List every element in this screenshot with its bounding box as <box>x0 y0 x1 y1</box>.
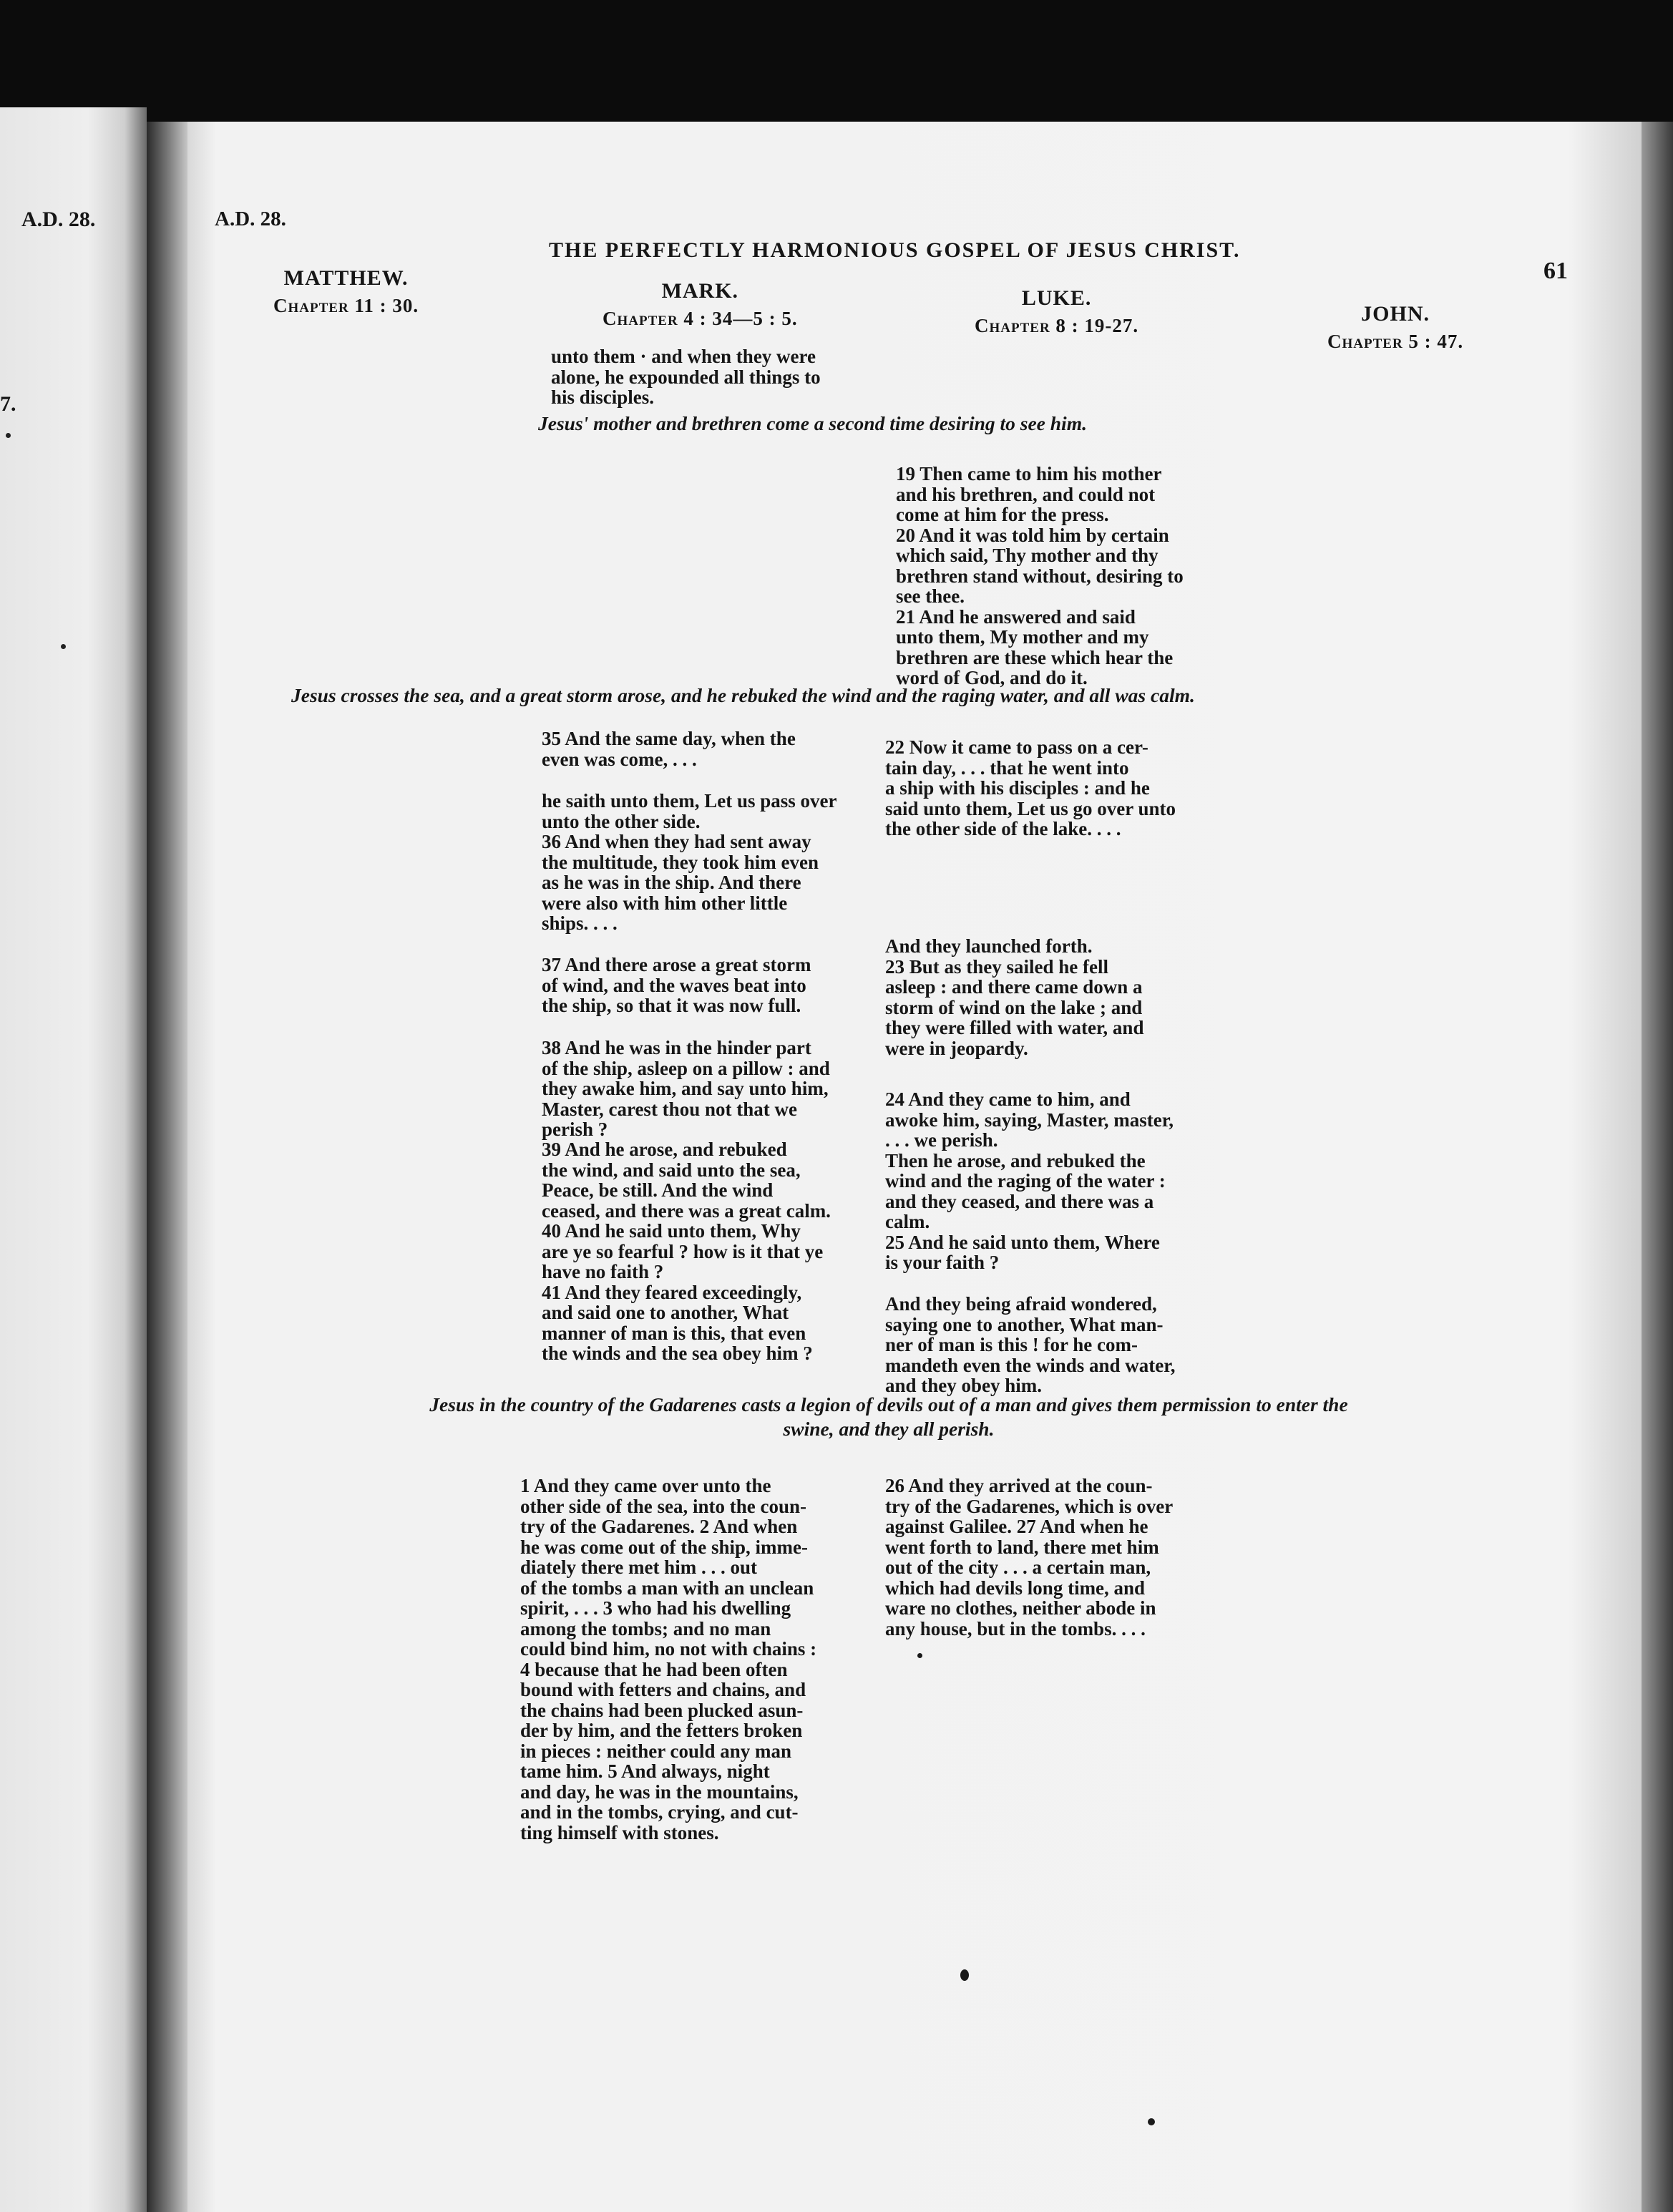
text-line: as he was in the ship. And there <box>542 872 801 893</box>
text-line: ware no clothes, neither abode in <box>885 1597 1156 1619</box>
text-line: they were filled with water, and <box>885 1017 1144 1038</box>
text-line: tame him. 5 And always, night <box>520 1760 770 1782</box>
luke-text-block <box>885 1476 1209 1639</box>
text-line: wind and the raging of the water : <box>885 1170 1166 1192</box>
section-caption: Jesus' mother and brethren come a second time desiring to see him. <box>538 412 1087 434</box>
text-line: ceased, and there was a great calm. <box>542 1199 831 1222</box>
text-line: Peace, be still. And the wind <box>542 1179 774 1201</box>
luke-text-block <box>896 464 1226 688</box>
text-line: see thee. <box>896 585 965 607</box>
text-line: tain day, . . . that he went into <box>885 756 1129 779</box>
text-line: storm of wind on the lake ; and <box>885 996 1143 1018</box>
text-line: 26 And they arrived at the coun- <box>885 1475 1153 1496</box>
gospel-header-mark <box>603 278 798 332</box>
mark-text-block <box>520 1476 862 1843</box>
text-line: were also with him other little <box>542 892 788 914</box>
text-line: said unto them, Let us go over unto <box>885 797 1176 819</box>
text-line: were in jeopardy. <box>885 1037 1028 1059</box>
gospel-header-luke <box>975 285 1138 339</box>
text-line: he saith unto them, Let us pass over <box>542 790 837 812</box>
text-line: he was come out of the ship, imme- <box>520 1536 808 1558</box>
section-caption: Jesus crosses the sea, and a great storm arose, and he rebuked the wind and the raging water, and all was calm. <box>291 684 1195 706</box>
ink-speck <box>1148 2118 1155 2125</box>
text-line: out of the city . . . a certain man, <box>885 1556 1151 1578</box>
text-line: 1 And they came over unto the <box>520 1475 771 1496</box>
text-line: Master, carest thou not that we <box>542 1098 797 1120</box>
text-line: in pieces : neither could any man <box>520 1740 792 1762</box>
text-line: 38 And he was in the hinder part <box>542 1037 811 1058</box>
gospel-chapter: Chapter 4 : 34—5 : 5. <box>603 308 798 329</box>
mark-text-block <box>542 1038 878 1140</box>
document-page <box>187 122 1642 2212</box>
text-line: 19 Then came to him his mother <box>896 463 1162 484</box>
text-line: and said one to another, What <box>542 1302 789 1323</box>
text-line: is your faith ? <box>885 1252 1000 1273</box>
caption-line: swine, and they all perish. <box>783 1418 995 1440</box>
text-line: manner of man is this, that even <box>542 1322 806 1344</box>
text-line: the wind, and said unto the sea, <box>542 1159 801 1181</box>
text-line: come at him for the press. <box>896 504 1109 525</box>
luke-text-block <box>885 737 1223 839</box>
text-line: 37 And there arose a great storm <box>542 954 811 975</box>
text-line: and day, he was in the mountains, <box>520 1780 799 1803</box>
text-line: mandeth even the winds and water, <box>885 1354 1176 1376</box>
text-line: have no faith ? <box>542 1261 664 1282</box>
text-line: any house, but in the tombs. . . . <box>885 1617 1146 1639</box>
mark-text-block <box>542 791 878 934</box>
mark-text-block <box>542 955 878 1016</box>
text-line: word of God, and do it. <box>896 667 1088 688</box>
text-line: 24 And they came to him, and <box>885 1088 1131 1110</box>
text-line: ner of man is this ! for he com- <box>885 1334 1138 1355</box>
text-line: a ship with his disciples : and he <box>885 777 1150 799</box>
page-date: A.D. 28. <box>215 208 286 230</box>
text-line: which said, Thy mother and thy <box>896 545 1159 566</box>
text-line: awoke him, saying, Master, master, <box>885 1109 1174 1131</box>
text-line: ting himself with stones. <box>520 1821 719 1843</box>
text-line: and they obey him. <box>885 1375 1043 1396</box>
text-line: 39 And he arose, and rebuked <box>542 1139 787 1160</box>
text-line: 4 because that he had been often <box>520 1658 788 1680</box>
text-line: 25 And he said unto them, Where <box>885 1231 1160 1253</box>
text-line: and his brethren, and could not <box>896 483 1156 505</box>
luke-text-block <box>885 1294 1223 1396</box>
text-line: der by him, and the fetters broken <box>520 1720 803 1741</box>
text-line: diately there met him . . . out <box>520 1556 757 1578</box>
speck <box>61 644 66 649</box>
text-line: the multitude, they took him even <box>542 851 819 873</box>
text-line: could bind him, no not with chains : <box>520 1638 817 1660</box>
gospel-name: LUKE. <box>1021 286 1092 310</box>
text-line: 22 Now it came to pass on a cer- <box>885 736 1148 758</box>
text-line: 41 And they feared exceedingly, <box>542 1281 802 1303</box>
gospel-chapter: Chapter 8 : 19-27. <box>975 315 1139 336</box>
text-line: unto the other side. <box>542 810 701 832</box>
page-title: THE PERFECTLY HARMONIOUS GOSPEL OF JESUS CHRIST. <box>549 238 1241 262</box>
text-line: against Galilee. 27 And when he <box>885 1516 1148 1537</box>
text-line: try of the Gadarenes. 2 And when <box>520 1516 798 1537</box>
text-line: saying one to another, What man- <box>885 1313 1164 1335</box>
text-line: Then he arose, and rebuked the <box>885 1149 1146 1171</box>
page-right-edge <box>1642 122 1673 2212</box>
text-line: try of the Gadarenes, which is over <box>885 1495 1174 1517</box>
text-line: which had devils long time, and <box>885 1577 1146 1599</box>
text-line: among the tombs; and no man <box>520 1617 771 1639</box>
text-line: other side of the sea, into the coun- <box>520 1495 806 1517</box>
text-line: of wind, and the waves beat into <box>542 974 806 996</box>
text-line: 36 And when they had sent away <box>542 831 811 852</box>
binding-gutter <box>147 122 190 2212</box>
text-line: went forth to land, there met him <box>885 1536 1159 1558</box>
text-line: 21 And he answered and said <box>896 605 1136 628</box>
page-number: 61 <box>1543 258 1568 284</box>
text-line: spirit, . . . 3 who had his dwelling <box>520 1597 791 1619</box>
text-line: of the tombs a man with an unclean <box>520 1577 814 1599</box>
text-line: the ship, so that it was now full. <box>542 995 801 1016</box>
gospel-name: MARK. <box>661 279 739 303</box>
luke-text-block <box>885 1089 1223 1273</box>
gospel-header-john <box>1327 301 1463 355</box>
mark-text-block <box>542 729 878 769</box>
mark-text-block <box>542 1139 878 1364</box>
text-line: And they launched forth. <box>885 935 1093 957</box>
text-line: his disciples. <box>551 386 655 408</box>
ink-speck <box>960 1969 969 1981</box>
text-line: . . . we perish. <box>885 1129 998 1151</box>
text-line: 20 And it was told him by certain <box>896 524 1169 546</box>
gospel-name: JOHN. <box>1361 302 1430 326</box>
text-line: 23 But as they sailed he fell <box>885 955 1109 978</box>
text-line: they awake him, and say unto him, <box>542 1078 829 1099</box>
section-caption <box>266 1393 1511 1441</box>
gospel-chapter: Chapter 5 : 47. <box>1327 331 1464 352</box>
text-line: brethren stand without, desiring to <box>896 565 1184 587</box>
text-line: and in the tombs, crying, and cut- <box>520 1801 799 1823</box>
luke-text-block <box>885 936 1223 1058</box>
text-line: the winds and the sea obey him ? <box>542 1343 813 1364</box>
previous-page-fragment: 7. <box>0 392 16 416</box>
text-line: 35 And the same day, when the <box>542 728 796 749</box>
text-line: calm. <box>885 1211 930 1232</box>
text-line: alone, he expounded all things to <box>551 366 821 388</box>
text-line: of the ship, asleep on a pillow : and <box>542 1057 830 1079</box>
text-line: are ye so fearful ? how is it that ye <box>542 1240 824 1262</box>
gospel-header-matthew <box>273 265 419 319</box>
previous-page-edge <box>0 107 147 2212</box>
text-line: And they being afraid wondered, <box>885 1293 1157 1315</box>
ink-speck <box>917 1653 922 1658</box>
text-line: 40 And he said unto them, Why <box>542 1220 801 1242</box>
text-line: ships. . . . <box>542 912 618 934</box>
text-line: unto them, My mother and my <box>896 626 1149 648</box>
gospel-chapter: Chapter 11 : 30. <box>273 295 419 316</box>
text-line: and they ceased, and there was a <box>885 1190 1154 1212</box>
gospel-name: MATTHEW. <box>283 266 409 290</box>
text-line: unto them · and when they were <box>551 346 816 367</box>
text-line: the chains had been plucked asun- <box>520 1699 804 1721</box>
text-line: asleep : and there came down a <box>885 976 1143 998</box>
text-line: bound with fetters and chains, and <box>520 1679 806 1700</box>
caption-line: Jesus in the country of the Gadarenes casts a legion of devils out of a man and gives them permission to enter the <box>429 1393 1348 1416</box>
text-line: perish ? <box>542 1119 608 1140</box>
mark-text-block <box>551 346 887 408</box>
previous-page-date: A.D. 28. <box>21 208 96 231</box>
speck <box>6 433 11 438</box>
text-line: the other side of the lake. . . . <box>885 818 1121 839</box>
text-line: brethren are these which hear the <box>896 646 1174 668</box>
text-line: even was come, . . . <box>542 748 697 770</box>
